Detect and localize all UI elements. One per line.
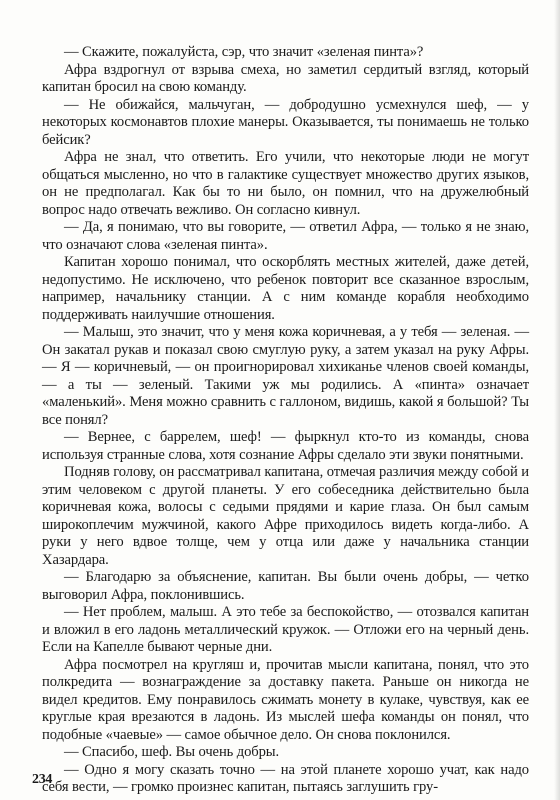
paragraph-11: — Нет проблем, малыш. А это тебе за беспокойство, — отозвался капитан и вложил в его ладонь металлический кружок. — Отложи его на черный день. Если на Капелле бывают черные дни. bbox=[42, 604, 529, 655]
paragraph-2: Афра вздрогнул от взрыва смеха, но заметил сердитый взгляд, который капитан бросил на свою команду. bbox=[42, 61, 529, 95]
page-edge-shadow bbox=[554, 0, 560, 800]
page-number: 234 bbox=[32, 772, 53, 787]
paragraph-13: — Спасибо, шеф. Вы очень добры. bbox=[64, 744, 280, 760]
paragraph-12: Афра посмотрел на кругляш и, прочитав мысли капитана, понял, что это полкредита — вознаграждение за доставку пакета. Раньше он никогда не видел кредитов. Ему понравилось сжимать монету в кулаке, чувствуя, как ее круглые края врезаются в ладонь. Из мыслей шефа команды он понял, что подобные «чаевые» — самое обычное дело. Он снова поклонился. bbox=[42, 656, 529, 743]
paragraph-7: — Малыш, это значит, что у меня кожа коричневая, а у тебя — зеленая. — Он закатал рукав и показал свою смуглую руку, а затем указал на руку Афры. — Я — коричневый, — он проигнорировал хихиканье членов своей команды, — а ты — зеленый. Такими уж мы родились. А «пинта» означает «маленький». Меня можно сравнить с галлоном, видишь, какой я большой? Ты все понял? bbox=[42, 324, 529, 428]
paragraph-6: Капитан хорошо понимал, что оскорблять местных жителей, даже детей, недопустимо. Не исключено, что ребенок повторит все сказанное взрослым, например, начальнику станции. А с ним команде корабля необходимо поддерживать наилучшие отношения. bbox=[42, 254, 529, 323]
paragraph-3: — Не обижайся, мальчуган, — добродушно усмехнулся шеф, — у некоторых космонавтов плохие манеры. Оказывается, ты понимаешь не только бейсик? bbox=[42, 96, 529, 148]
paragraph-4: Афра не знал, что ответить. Его учили, что некоторые люди не могут общаться мысленно, но что в галактике существует множество других языков, он не предполагал. Как бы то ни было, он помнил, что на дружелюбный вопрос надо отвечать вежливо. Он согласно кивнул. bbox=[42, 149, 529, 218]
paragraph-8: — Вернее, с баррелем, шеф! — фыркнул кто-то из команды, снова используя странные слова, хотя сознание Афры сделало эти звуки понятными. bbox=[42, 429, 529, 463]
paragraph-10: — Благодарю за объяснение, капитан. Вы были очень добры, — четко выговорил Афра, поклонившись. bbox=[42, 569, 529, 603]
paragraph-9: Подняв голову, он рассматривал капитана, отмечая различия между собой и этим человеком с другой планеты. У его собеседника действительно была коричневая кожа, волосы с седыми прядями и карие глаза. Он был самым широкоплечим мужчиной, какого Афре приходилось видеть когда-либо. А руки у него вдвое толще, чем у отца или даже у начальника станции Хазардара. bbox=[42, 464, 529, 568]
page-text bbox=[42, 44, 529, 797]
paragraph-1: — Скажите, пожалуйста, сэр, что значит «зеленая пинта»? bbox=[64, 44, 424, 60]
paragraph-5: — Да, я понимаю, что вы говорите, — ответил Афра, — только я не знаю, что означают слова «зеленая пинта». bbox=[42, 219, 529, 253]
paragraph-14: — Одно я могу сказать точно — на этой планете хорошо учат, как надо себя вести, — громко произнес капитан, пытаясь заглушить гру- bbox=[42, 761, 529, 795]
